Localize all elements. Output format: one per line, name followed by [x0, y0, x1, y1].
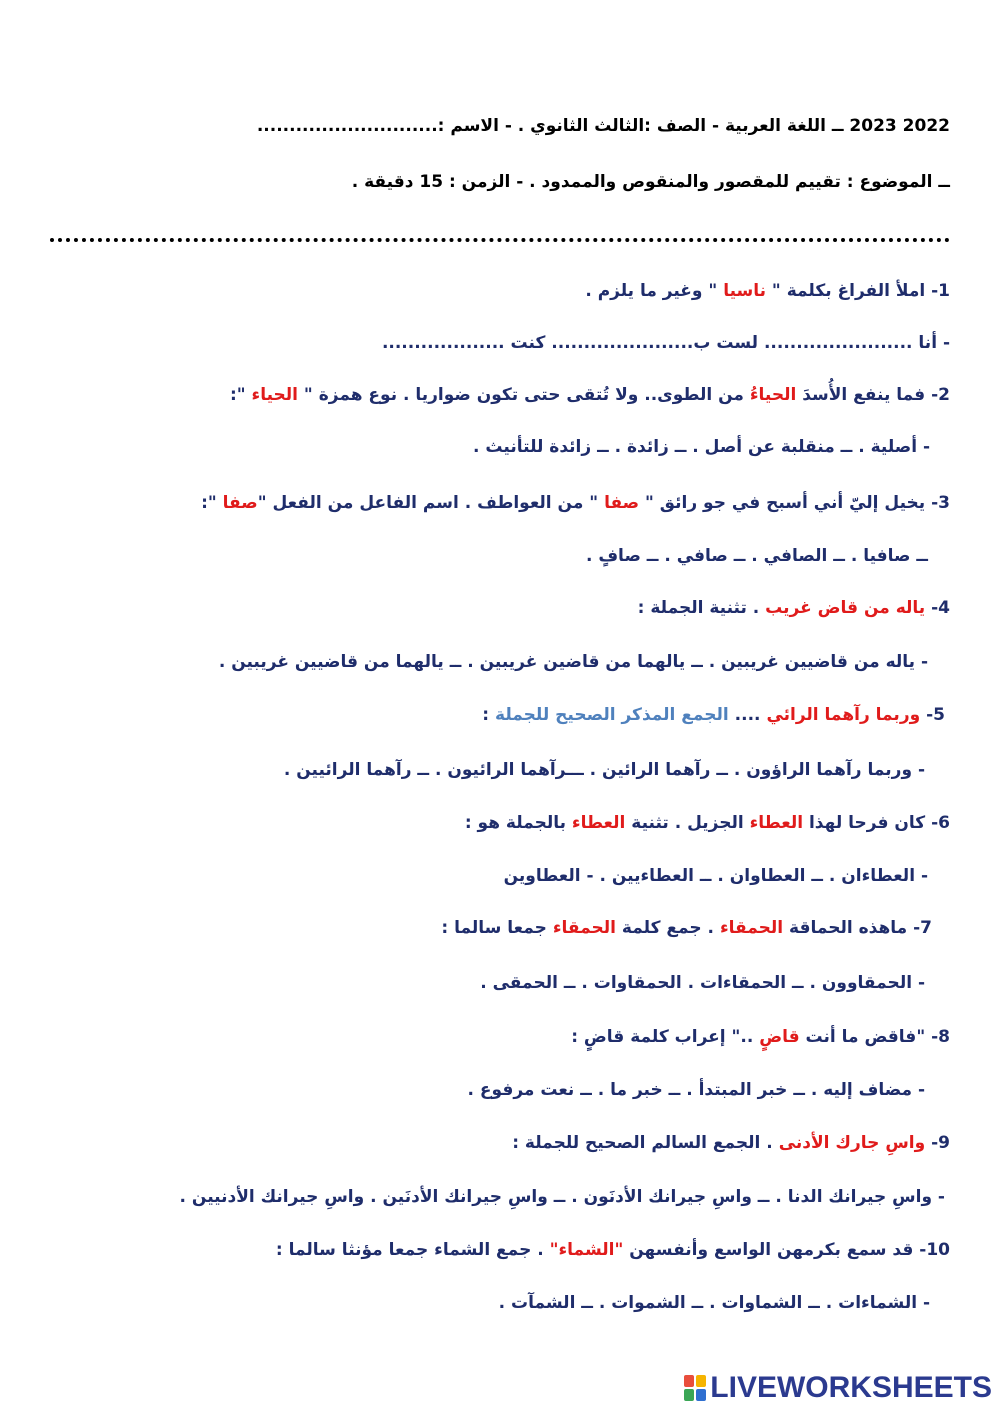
highlighted-word: الحمقاء [719, 918, 784, 938]
question-5 [482, 705, 945, 725]
options-8[interactable]: - مضاف إليه . ــ خبر المبتدأ . ــ خبر ما . ــ نعت مرفوع . [467, 1080, 925, 1100]
stem-text: جمعا سالما : [441, 918, 553, 938]
separator-dotted-line [50, 238, 950, 246]
options-9[interactable]: - واسِ جيرانك الدنا . ــ واسِ جيرانك الأدنَون . ــ واسِ جيرانك الأدنَين . واسِ جيرانك الأدنيين . [179, 1187, 945, 1207]
stem-text: : [482, 705, 496, 725]
question-9 [512, 1133, 950, 1153]
question-4 [638, 598, 950, 618]
options-2[interactable]: - أصلية . ــ منقلبة عن أصل . ــ زائدة . ــ زائدة للتأنيث . [473, 437, 930, 457]
highlighted-phrase: الجمع المذكر الصحيح للجملة [495, 705, 729, 725]
question-8 [571, 1027, 950, 1047]
options-10[interactable]: - الشماءات . ــ الشماوات . ــ الشموات . ــ الشمآت . [498, 1293, 930, 1313]
question-3 [201, 493, 950, 513]
header-line-1: 2022 2023 ــ اللغة العربية - الصف :الثالث الثانوي . - الاسم :............................ [256, 116, 950, 136]
stem-text: .... [728, 705, 767, 725]
liveworksheets-logo-text: LIVEWORKSHEETS [710, 1371, 992, 1404]
stem-text: 4- [925, 598, 950, 618]
stem-text: . جمع الشماء جمعا مؤنثا سالما : [275, 1240, 550, 1260]
options-3[interactable]: ــ صافيا . ــ الصافي . ــ صافي . ــ صافٍ . [585, 546, 928, 566]
stem-text: .." إعراب كلمة قاضٍ : [571, 1027, 760, 1047]
highlighted-word: صفا [604, 493, 640, 513]
highlighted-word: ياله من قاض غريب [765, 598, 926, 618]
highlighted-word: الحياءُ [749, 385, 797, 405]
stem-text: " من العواطف . اسم الفاعل من الفعل " [257, 493, 605, 513]
highlighted-word: وربما رآهما الرائي [766, 705, 921, 725]
stem-text: 5- [920, 705, 945, 725]
stem-text: ": [229, 385, 252, 405]
stem-text: 3- يخيل إليّ أني أسبح في جو رائق " [639, 493, 950, 513]
stem-text: بالجملة هو : [464, 813, 572, 833]
stem-text: . تثنية الجملة : [637, 598, 766, 618]
highlighted-word: واسِ جارك الأدنى [778, 1133, 926, 1153]
question-10 [276, 1240, 950, 1260]
stem-text: 7- ماهذه الحماقة [783, 918, 932, 938]
liveworksheets-logo [684, 1371, 992, 1405]
highlighted-word: الحمقاء [552, 918, 616, 938]
stem-text: " وغير ما يلزم . [585, 281, 724, 301]
stem-text: 2- فما ينفع الأُسدَ [796, 385, 950, 405]
stem-text: من الطوى.. ولا تُتقى حتى تكون ضواريا . نوع همزة " [298, 385, 750, 405]
question-7 [441, 918, 932, 938]
highlighted-word: الحياء [251, 385, 299, 405]
highlighted-word: العطاء [749, 813, 804, 833]
question-2 [230, 385, 950, 405]
question-1 [585, 281, 950, 301]
stem-text: . الجمع السالم الصحيح للجملة : [512, 1133, 779, 1153]
highlighted-word: ناسيا [723, 281, 766, 301]
stem-text: 8- "فاقض ما أنت [799, 1027, 950, 1047]
stem-text: 9- [925, 1133, 950, 1153]
question-6 [465, 813, 950, 833]
liveworksheets-logo-icon [684, 1375, 706, 1401]
answer-line-1[interactable]: - أنا ....................... لست ب...................... كنت ................... [381, 333, 950, 353]
options-7[interactable]: - الحمقاوون . ــ الحمقاءات . الحمقاوات . ــ الحمقى . [480, 973, 925, 993]
stem-text: ": [201, 493, 223, 513]
highlighted-word: "الشماء" [549, 1240, 624, 1260]
highlighted-word: قاضٍ [759, 1027, 800, 1047]
stem-text: 6- كان فرحا لهذا [803, 813, 950, 833]
stem-text: . جمع كلمة [616, 918, 720, 938]
stem-text: 10- قد سمع بكرمهن الواسع وأنفسهن [623, 1240, 950, 1260]
header-line-2: ــ الموضوع : تقييم للمقصور والمنقوص والممدود . - الزمن : 15 دقيقة . [351, 172, 950, 192]
options-4[interactable]: - ياله من قاضيين غريبين . ــ يالهما من قاضين غريبين . ــ يالهما من قاضيين غريبين . [218, 652, 928, 672]
options-6[interactable]: - العطاءان . ــ العطاوان . ــ العطاءيين . - العطاوين [503, 866, 928, 886]
highlighted-word: العطاء [571, 813, 626, 833]
stem-text: 1- املأ الفراغ بكلمة " [766, 281, 950, 301]
highlighted-word: صفا [222, 493, 258, 513]
options-5[interactable]: - وربما رآهما الراؤون . ــ رآهما الرائين . ـــرآهما الرائيون . ــ رآهما الرائيين . [283, 760, 925, 780]
stem-text: الجزيل . تثنية [625, 813, 750, 833]
